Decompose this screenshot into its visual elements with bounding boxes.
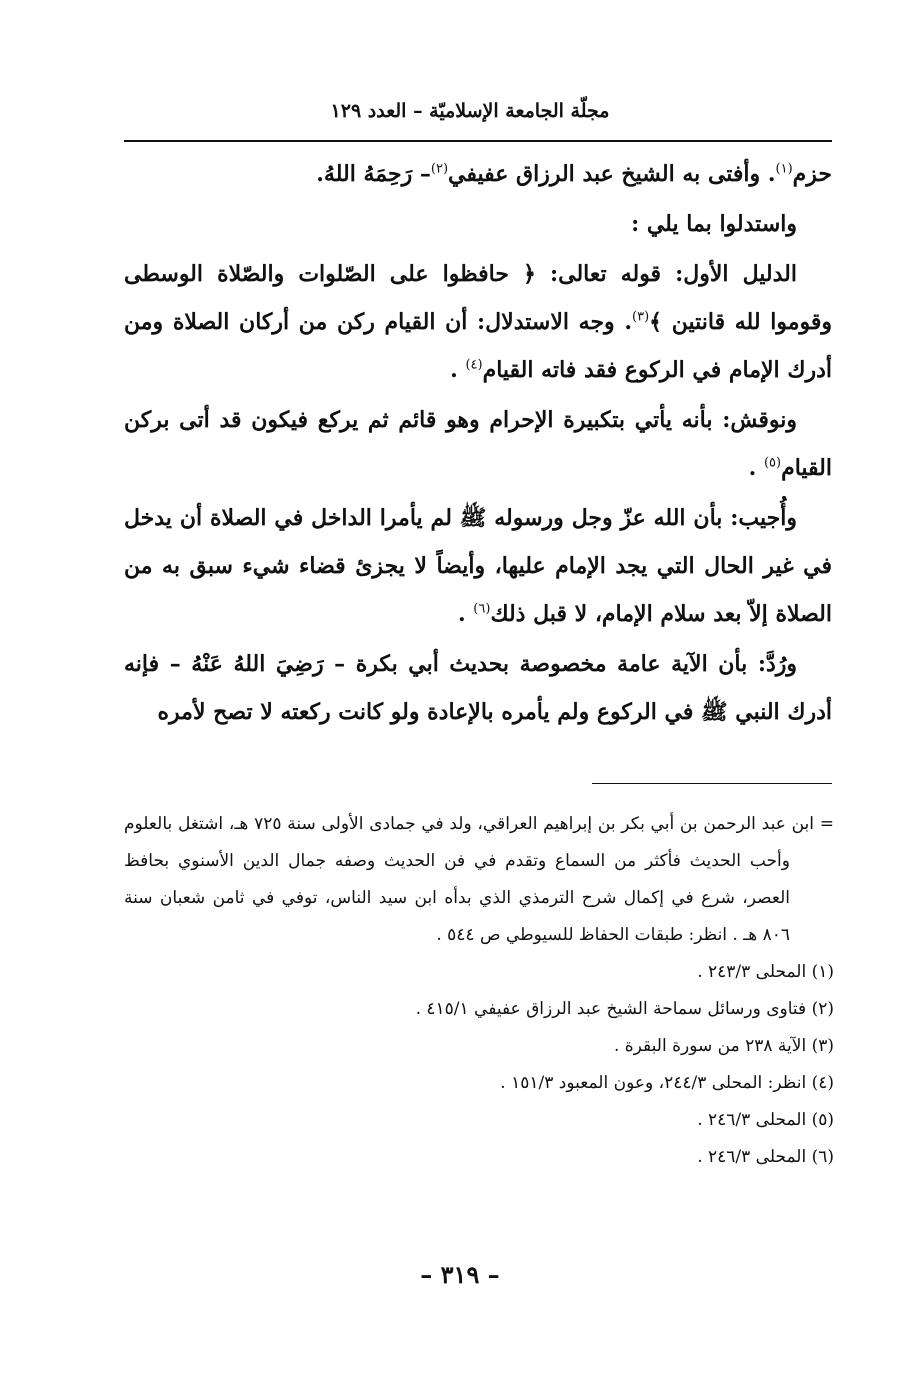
paragraph-2: واستدلوا بما يلي : [631,211,797,237]
footnotes [124,806,834,1176]
text-run: . [457,601,474,627]
footnote-1: (١) المحلى ٢٤٣/٣ . [697,962,834,982]
main-text [124,150,832,738]
text-run: الدليل الأول: قوله تعالى: ﴿ حافظوا على الصّلوات والصّلاة الوسطى وقوموا لله قانتين ﴾ [124,261,832,335]
footnote-ref-3: (٣) [632,309,650,325]
paragraph-6: ورُدَّ: بأن الآية عامة مخصوصة بحديث أبي بكرة – رَضِيَ اللهُ عَنْهُ – فإنه أدرك النبي ﷺ في الركوع ولم يأمره بالإعادة ولو كانت ركعته لا تصح لأمره [124,651,832,725]
paragraph-3 [124,250,832,394]
footnote-continuation: = ابن عبد الرحمن بن أبي بكر بن إبراهيم العراقي، ولد في جمادى الأولى سنة ٧٢٥ هـ، اشتغل بالعلوم وأحب الحديث فأكثر من السماع وتقدم في فن الحديث وصفه جمال الدين الأسنوي بحافظ العصر، شرع في إكمال شرح الترمذي الذي بدأه ابن سيد الناس، توفي في ثامن شعبان سنة ٨٠٦ هـ . انظر: طبقات الحفاظ للسيوطي ص ٥٤٤ . [124,814,834,945]
text-run: – رَحِمَهُ اللهُ. [316,161,431,187]
footnote-ref-1: (١) [775,161,793,177]
text-run: حزم [792,161,832,187]
journal-header: مجلّة الجامعة الإسلاميّة – العدد ١٢٩ [330,100,610,122]
footnote-2: (٢) فتاوى ورسائل سماحة الشيخ عبد الرزاق عفيفي ٤١٥/١ . [415,999,834,1019]
header-divider [124,140,832,142]
footnote-4: (٤) انظر: المحلى ٢٤٤/٣، وعون المعبود ١٥١/٣ . [500,1073,834,1093]
footnote-3: (٣) الآية ٢٣٨ من سورة البقرة . [613,1036,834,1056]
footnote-ref-2: (٢) [430,161,449,177]
footnote-6: (٦) المحلى ٢٤٦/٣ . [697,1147,834,1167]
text-run: . وأفتى به الشيخ عبد الرزاق عفيفي [448,161,776,187]
paragraph-4 [124,396,832,492]
footnote-ref-4: (٤) [465,357,483,373]
text-run: وأُجيب: بأن الله عزّ وجل ورسوله ﷺ لم يأمرا الداخل في الصلاة أن يدخل في غير الحال التي يجد الإمام عليها، وأيضاً لا يجزئ قضاء شيء سبق به من الصلاة إلاّ بعد سلام الإمام، لا قبل ذلك [124,505,832,627]
text-run: . [748,455,764,481]
page-number: – ٣١٩ – [420,1260,500,1289]
footnote-ref-6: (٦) [473,601,491,617]
text-run: . [450,357,466,383]
paragraph-1 [124,150,832,198]
footnote-ref-5: (٥) [763,455,782,471]
paragraph-5 [124,494,832,638]
text-run: ونوقش: بأنه يأتي بتكبيرة الإحرام وهو قائم ثم يركع فيكون قد أتى بركن القيام [124,407,832,481]
footnote-5: (٥) المحلى ٢٤٦/٣ . [697,1110,834,1130]
footnote-divider [592,783,832,784]
text-run: . وجه الاستدلال: أن القيام ركن من أركان الصلاة ومن أدرك الإمام في الركوع فقد فاته القيام [124,309,832,383]
